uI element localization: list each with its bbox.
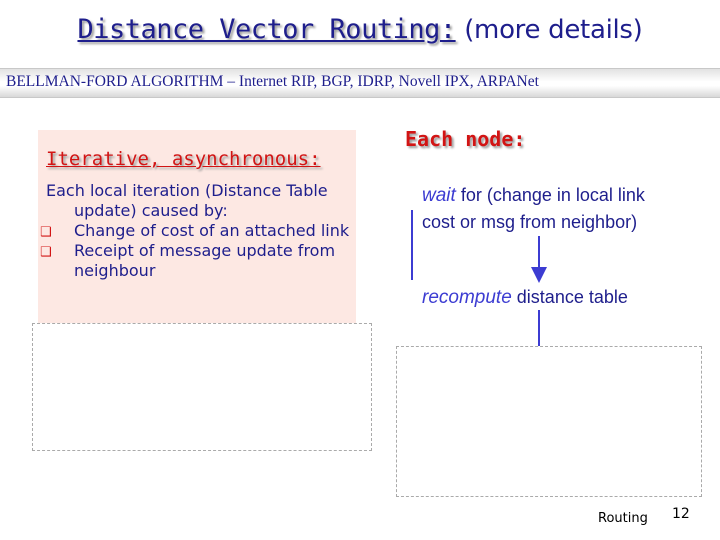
wait-step-line2: cost or msg from neighbor) [422,212,638,232]
wait-keyword: wait [422,185,456,206]
banner-text: BELLMAN-FORD ALGORITHM – Internet RIP, BGP, IDRP, Novell IPX, ARPANet [6,73,539,90]
recompute-keyword: recompute [422,287,512,308]
bullet-marker-icon: ❑ [40,225,52,240]
title-subtitle: (more details) [464,15,643,45]
bullet-marker-icon: ❑ [40,245,52,260]
footer-label: Routing [598,511,648,526]
bullet-text: Change of cost of an attached link [74,221,350,240]
bullet-text: Receipt of message update from neighbour [74,241,336,280]
wait-text: for (change in local link [460,185,645,205]
left-heading: Iterative, asynchronous: [46,148,321,170]
left-intro: Each local iteration (Distance Table update) caused by: [46,181,328,220]
recompute-text: distance table [516,287,628,307]
right-heading: Each node: [405,127,526,151]
title-main: Distance Vector Routing: [77,14,456,45]
page-number: 12 [672,506,690,522]
